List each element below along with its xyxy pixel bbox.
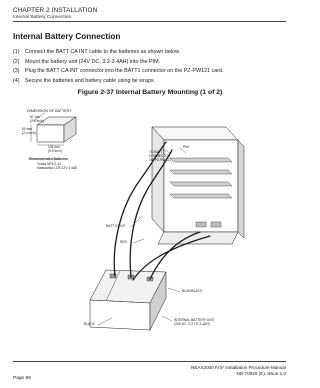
pim-label: PIM — [183, 145, 189, 149]
manual-issue: ND-70928 (E), Issue 1.0 — [236, 371, 286, 376]
dim-134-value: 134 mm — [48, 145, 60, 149]
section-title: Internal Battery Connection — [13, 32, 121, 41]
chapter-subtitle: Internal Battery Connection — [13, 15, 72, 20]
step-number: (3) — [13, 68, 20, 75]
internal-unit-line: (24V DC, 3.2 TO 3.4AH) — [174, 321, 210, 326]
figure-title: Figure 2-37 Internal Battery Mounting (1 of 2) — [77, 89, 223, 96]
step-text: Mount the battery unit (24V DC, 3.2-3.4AH) into the PIM. — [25, 58, 161, 65]
dim-60-value: 60 mm — [22, 127, 33, 131]
step-number: (2) — [13, 58, 20, 65]
to-batt1-line: TO BATT1 — [149, 150, 165, 154]
to-batt1-connector-label — [149, 151, 171, 163]
dim-60-inch: (2.4 inch) — [22, 130, 36, 135]
internal-battery-unit-label — [174, 319, 215, 327]
dim-67-inch: (2.6 inch) — [30, 118, 44, 123]
to-batt1-line: CONNECTOR — [149, 153, 171, 158]
recommended-battery-item: Yuasa NP4.0-12 — [37, 162, 62, 166]
blue-black-wire-label: BLUE/BLACK — [182, 289, 203, 293]
chapter-title: CHAPTER 2 INSTALLATION — [13, 7, 98, 14]
internal-battery-unit — [90, 270, 166, 330]
manual-title: NEAX2000 IVS² Installation Procedure Manual — [191, 365, 286, 370]
dimension-67mm-label — [30, 116, 44, 124]
step-text: Connect the BATT CA INT cable to the batteries as shown below. — [25, 49, 181, 55]
step-text: Plug the BATT CA INT connector into the BATT1 connector on the PZ-PW121 card. — [25, 68, 224, 75]
manual-reference — [191, 365, 286, 377]
step-number: (4) — [13, 77, 20, 84]
to-batt1-line: ON PZ-PW121 — [149, 157, 171, 162]
batt-ca-int-label: BATT CA INT — [106, 224, 126, 228]
pim-cabinet — [152, 127, 244, 244]
black-wire-label: BLACK — [84, 322, 95, 326]
dimension-60mm-label — [22, 128, 36, 136]
page-number: Page 96 — [13, 376, 31, 381]
dim-134-inch: (5.3 inch) — [48, 148, 62, 153]
recommended-battery-item: Matsushita LCR-12V 3.4AE — [37, 166, 78, 170]
step-number: (1) — [13, 49, 20, 55]
recommended-batteries-title: Recommended Batteries — [29, 157, 68, 161]
internal-unit-line: INTERNAL BATTERY UNIT — [174, 318, 215, 322]
footer-rule — [13, 361, 286, 362]
step-text: Secure the batteries and battery cable using tie wraps. — [25, 77, 156, 84]
red-wire-label: RED — [120, 240, 127, 244]
dim-67-value: 67 mm — [30, 115, 41, 119]
dimension-134mm-label — [48, 146, 62, 154]
dimension-of-battery-label: DIMENSION OF BATTERY — [27, 109, 72, 113]
